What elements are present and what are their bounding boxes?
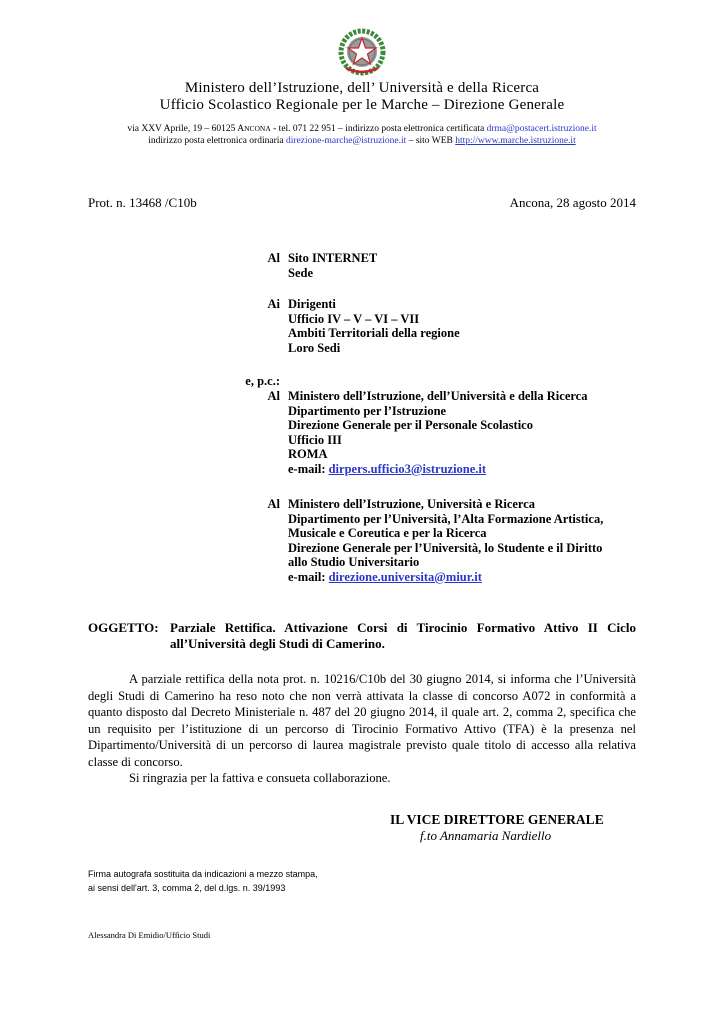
body-paragraph-2: Si ringrazia per la fattiva e consueta collaborazione. bbox=[129, 771, 391, 785]
recipient-2-prefix: Ai bbox=[267, 297, 280, 311]
recipient-2-line: Ufficio IV – V – VI – VII bbox=[288, 311, 420, 326]
ministry-name: Ministero dell’Istruzione, dell’ Università e della Ricerca bbox=[184, 80, 540, 96]
recipient-4-block bbox=[288, 497, 603, 584]
subject-line-1: Parziale Rettifica. Attivazione Corsi di Tirocinio Formativo Attivo II Ciclo bbox=[170, 620, 636, 635]
recipient-4-line: allo Studio Universitario bbox=[288, 555, 420, 569]
recipient-1-line: Sede bbox=[288, 265, 313, 280]
recipient-3-line: Dipartimento per l’Istruzione bbox=[288, 403, 447, 418]
recipient-2-line: Ambiti Territoriali della regione bbox=[288, 326, 460, 340]
signature-note-line-2: ai sensi dell'art. 3, comma 2, del d.lgs. n. 39/1993 bbox=[88, 883, 286, 893]
recipient-3-line: Ministero dell’Istruzione, dell’Università e della Ricerca bbox=[288, 389, 588, 403]
signature-note-line-1: Firma autografa sostituita da indicazioni a mezzo stampa, bbox=[88, 869, 318, 879]
recipient-4-line: Ministero dell’Istruzione, Università e Ricerca bbox=[288, 497, 536, 511]
recipient-1-line: Sito INTERNET bbox=[288, 251, 378, 265]
protocol-number: Prot. n. 13468 /C10b bbox=[88, 195, 197, 210]
recipient-4-line: Dipartimento per l’Università, l’Alta Formazione Artistica, bbox=[288, 511, 604, 526]
address-city-smallcaps: NCONA bbox=[244, 124, 271, 133]
email-label: e-mail: bbox=[288, 569, 329, 584]
recipient-2-block bbox=[288, 297, 460, 355]
recipient-4-line: Musicale e Coreutica e per la Ricerca bbox=[288, 526, 487, 540]
document-date: Ancona, 28 agosto 2014 bbox=[509, 195, 636, 210]
recipient-3-block bbox=[288, 389, 587, 476]
pec-email-link[interactable]: drma@postacert.istruzione.it bbox=[486, 124, 597, 134]
body-paragraph-1: A parziale rettifica della nota prot. n. 10216/C10b del 30 giugno 2014, si informa che l’Università degli Studi di Camerino ha reso noto che non verrà attivata la classe di concorso A072 in conformità a quanto disposto dal Decreto Ministeriale n. 487 del 20 giugno 2014, il quale art. 2, comma 2, specifica che un requisito per l’istituzione di un percorso di Tirocinio Formativo Attivo (TFA) è la presenza nel Dipartimento/Università di un percorso di laurea magistrale previsto quale titolo di accesso alla relativa classe di concorso. bbox=[88, 672, 636, 769]
letter-body bbox=[88, 671, 636, 787]
recipient-1-prefix: Al bbox=[267, 251, 280, 265]
recipient-3-email-row bbox=[288, 462, 587, 477]
recipient-4-line: Direzione Generale per l’Università, lo Studente e il Diritto bbox=[288, 540, 603, 555]
copy-to-label: e, p.c.: bbox=[245, 374, 280, 388]
recipient-3-prefix: Al bbox=[267, 389, 280, 403]
email-label: e-mail: bbox=[288, 461, 329, 476]
signatory-name: f.to Annamaria Nardiello bbox=[420, 828, 552, 843]
email-label: indirizzo posta elettronica ordinaria bbox=[148, 136, 286, 146]
recipient-4-email-row bbox=[288, 570, 603, 585]
recipient-3-line: ROMA bbox=[288, 447, 328, 461]
recipient-4-email-link[interactable]: direzione.universita@miur.it bbox=[328, 569, 482, 584]
subject-label: OGGETTO: bbox=[88, 620, 159, 635]
recipient-3-line: Ufficio III bbox=[288, 432, 342, 447]
recipient-2-line: Dirigenti bbox=[288, 297, 336, 311]
office-name: Ufficio Scolastico Regionale per le Marche – Direzione Generale bbox=[159, 97, 565, 113]
address-line-1 bbox=[0, 122, 724, 136]
address-mid: - tel. 071 22 951 – indirizzo posta elettronica certificata bbox=[270, 124, 487, 134]
subject-line-2: all’Università degli Studi di Camerino. bbox=[170, 636, 385, 651]
ordinary-email-link[interactable]: direzione-marche@istruzione.it bbox=[285, 136, 407, 146]
signatory-title: IL VICE DIRETTORE GENERALE bbox=[390, 812, 604, 827]
recipient-1-block bbox=[288, 251, 377, 280]
recipient-3-email-link[interactable]: dirpers.ufficio3@istruzione.it bbox=[328, 461, 487, 476]
italian-republic-emblem-icon bbox=[338, 28, 386, 76]
web-label: – sito WEB bbox=[406, 136, 456, 146]
website-link[interactable]: http://www.marche.istruzione.it bbox=[455, 136, 576, 146]
address-prefix: via XXV Aprile, 19 – 60125 A bbox=[127, 124, 245, 134]
recipient-3-line: Direzione Generale per il Personale Scolastico bbox=[288, 418, 533, 432]
recipient-4-prefix: Al bbox=[267, 497, 280, 511]
footer-author: Alessandra Di Emidio/Ufficio Studi bbox=[88, 930, 211, 940]
recipient-2-line: Loro Sedi bbox=[288, 340, 341, 355]
address-line-2 bbox=[0, 135, 724, 148]
